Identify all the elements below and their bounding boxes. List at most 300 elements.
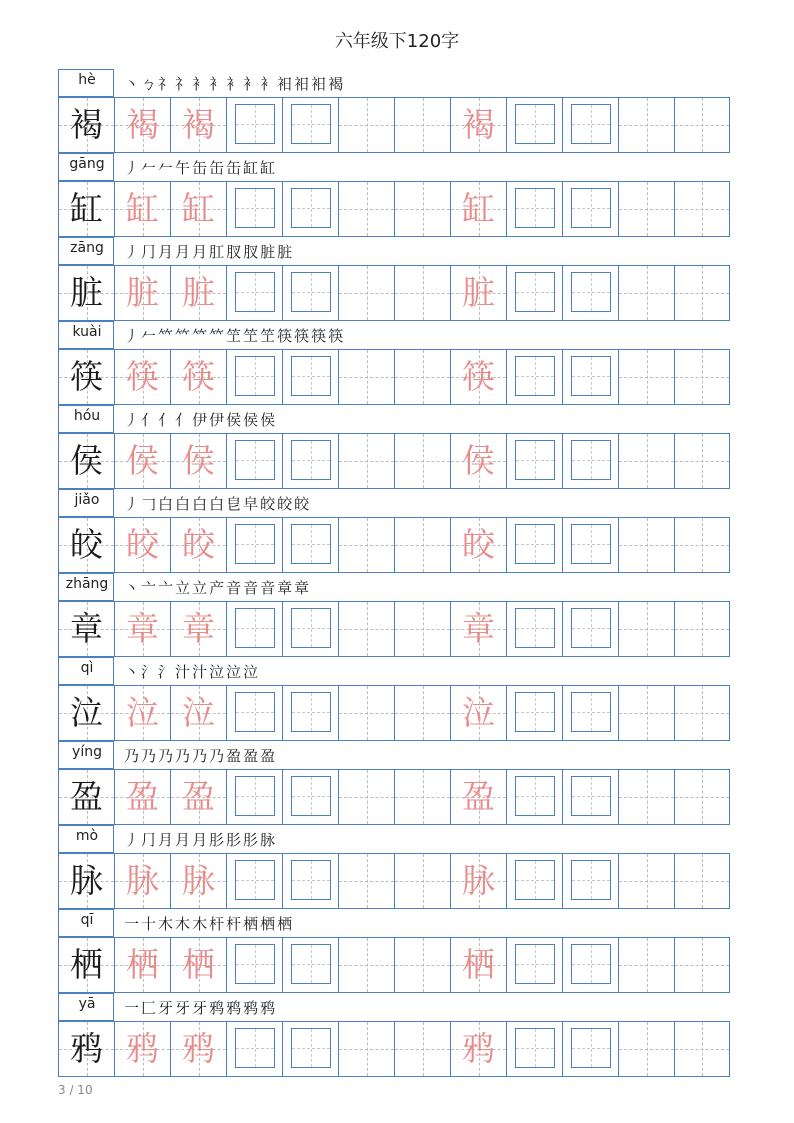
pinyin-text: yíng bbox=[72, 744, 102, 760]
pinyin-row bbox=[58, 237, 730, 265]
character-entry bbox=[58, 69, 730, 153]
writing-grid bbox=[58, 601, 730, 657]
guide-line bbox=[591, 273, 592, 311]
trace-box bbox=[235, 692, 275, 732]
grid-cell bbox=[339, 350, 395, 404]
stroke-step: 午 bbox=[175, 159, 192, 177]
guide-line bbox=[647, 434, 648, 488]
stroke-step: 氵 bbox=[158, 663, 175, 681]
grid-cell bbox=[619, 686, 675, 740]
grid-cell bbox=[59, 1022, 115, 1076]
trace-box bbox=[515, 860, 555, 900]
stroke-step: 一 bbox=[124, 915, 141, 933]
stroke-step: 肛 bbox=[209, 243, 226, 261]
guide-line bbox=[591, 861, 592, 899]
grid-cell bbox=[675, 518, 729, 572]
writing-grid bbox=[58, 937, 730, 993]
pinyin-box bbox=[58, 741, 114, 769]
pinyin-box bbox=[58, 573, 114, 601]
guide-line bbox=[255, 777, 256, 815]
grid-cell bbox=[171, 686, 227, 740]
trace-box bbox=[571, 440, 611, 480]
guide-line bbox=[367, 1022, 368, 1076]
grid-cell bbox=[283, 434, 339, 488]
grid-cell bbox=[283, 182, 339, 236]
grid-cell bbox=[227, 182, 283, 236]
stroke-step: 亻 bbox=[175, 411, 192, 429]
guide-line bbox=[647, 98, 648, 152]
grid-cell bbox=[227, 1022, 283, 1076]
trace-character: 皎 bbox=[182, 525, 215, 564]
grid-cell bbox=[451, 518, 507, 572]
trace-box bbox=[515, 188, 555, 228]
grid-cell bbox=[395, 938, 451, 992]
grid-cell bbox=[507, 98, 563, 152]
guide-line bbox=[367, 182, 368, 236]
grid-cell bbox=[171, 1022, 227, 1076]
grid-cell bbox=[59, 686, 115, 740]
character-entry bbox=[58, 237, 730, 321]
stroke-step: 筷 bbox=[277, 327, 294, 345]
grid-cell bbox=[115, 686, 171, 740]
stroke-step: 衤 bbox=[209, 75, 226, 93]
pinyin-box bbox=[58, 657, 114, 685]
writing-grid bbox=[58, 685, 730, 741]
grid-cell bbox=[675, 1022, 729, 1076]
guide-line bbox=[702, 434, 703, 488]
grid-cell bbox=[395, 854, 451, 908]
stroke-step: 木 bbox=[175, 915, 192, 933]
trace-box bbox=[571, 188, 611, 228]
trace-box bbox=[291, 272, 331, 312]
guide-line bbox=[255, 105, 256, 143]
model-character: 脏 bbox=[70, 273, 103, 312]
trace-box bbox=[291, 524, 331, 564]
trace-character: 侯 bbox=[182, 441, 215, 480]
trace-character: 脉 bbox=[182, 861, 215, 900]
character-entry bbox=[58, 405, 730, 489]
stroke-step: 脉 bbox=[260, 831, 277, 849]
model-character: 侯 bbox=[70, 441, 103, 480]
guide-line bbox=[647, 854, 648, 908]
stroke-step: 立 bbox=[192, 579, 209, 597]
guide-line bbox=[255, 525, 256, 563]
pinyin-row bbox=[58, 69, 730, 97]
trace-character: 侯 bbox=[462, 441, 495, 480]
trace-box bbox=[571, 104, 611, 144]
stroke-order bbox=[124, 661, 260, 685]
guide-line bbox=[255, 357, 256, 395]
grid-cell bbox=[171, 266, 227, 320]
trace-box bbox=[291, 608, 331, 648]
pinyin-row bbox=[58, 825, 730, 853]
grid-cell bbox=[283, 1022, 339, 1076]
grid-cell bbox=[451, 266, 507, 320]
trace-box bbox=[235, 104, 275, 144]
stroke-step: 衵 bbox=[294, 75, 311, 93]
stroke-step: 缶 bbox=[209, 159, 226, 177]
guide-line bbox=[255, 693, 256, 731]
guide-line bbox=[535, 441, 536, 479]
guide-line bbox=[423, 602, 424, 656]
grid-cell bbox=[507, 770, 563, 824]
guide-line bbox=[367, 266, 368, 320]
guide-line bbox=[311, 525, 312, 563]
guide-line bbox=[702, 770, 703, 824]
pinyin-text: hóu bbox=[73, 408, 101, 424]
trace-box bbox=[571, 524, 611, 564]
practice-sheet bbox=[58, 69, 730, 1077]
trace-box bbox=[571, 692, 611, 732]
grid-cell bbox=[59, 854, 115, 908]
stroke-step: 肜 bbox=[226, 831, 243, 849]
pinyin-row bbox=[58, 573, 730, 601]
grid-cell bbox=[339, 854, 395, 908]
grid-cell bbox=[395, 686, 451, 740]
grid-cell bbox=[451, 770, 507, 824]
grid-cell bbox=[619, 518, 675, 572]
grid-cell bbox=[283, 686, 339, 740]
stroke-step: 乃 bbox=[209, 747, 226, 765]
grid-cell bbox=[507, 1022, 563, 1076]
pinyin-box bbox=[58, 69, 114, 97]
guide-line bbox=[647, 602, 648, 656]
stroke-order bbox=[124, 157, 277, 181]
guide-line bbox=[255, 945, 256, 983]
writing-grid bbox=[58, 769, 730, 825]
model-character: 盈 bbox=[70, 777, 103, 816]
grid-cell bbox=[115, 350, 171, 404]
grid-cell bbox=[507, 854, 563, 908]
trace-box bbox=[515, 440, 555, 480]
grid-cell bbox=[339, 770, 395, 824]
stroke-step: 缸 bbox=[243, 159, 260, 177]
grid-cell bbox=[675, 854, 729, 908]
stroke-step: 月 bbox=[158, 831, 175, 849]
pinyin-text: gāng bbox=[69, 156, 105, 172]
stroke-step: 盈 bbox=[243, 747, 260, 765]
stroke-step: 一 bbox=[124, 999, 141, 1017]
stroke-step: 鸦 bbox=[260, 999, 277, 1017]
guide-line bbox=[535, 357, 536, 395]
grid-cell bbox=[395, 434, 451, 488]
grid-cell bbox=[115, 434, 171, 488]
grid-cell bbox=[619, 266, 675, 320]
grid-cell bbox=[563, 182, 619, 236]
stroke-order bbox=[124, 493, 311, 517]
grid-cell bbox=[675, 938, 729, 992]
pinyin-box bbox=[58, 489, 114, 517]
trace-box bbox=[235, 860, 275, 900]
guide-line bbox=[423, 854, 424, 908]
stroke-step: 侯 bbox=[226, 411, 243, 429]
model-character: 泣 bbox=[70, 693, 103, 732]
stroke-step: 𥫗 bbox=[158, 327, 175, 345]
stroke-step: 氵 bbox=[141, 663, 158, 681]
grid-cell bbox=[563, 1022, 619, 1076]
guide-line bbox=[535, 525, 536, 563]
grid-cell bbox=[563, 770, 619, 824]
trace-box bbox=[291, 860, 331, 900]
guide-line bbox=[702, 1022, 703, 1076]
grid-cell bbox=[339, 434, 395, 488]
trace-box bbox=[235, 1028, 275, 1068]
guide-line bbox=[591, 777, 592, 815]
stroke-step: 木 bbox=[192, 915, 209, 933]
trace-box bbox=[235, 608, 275, 648]
pinyin-text: kuài bbox=[72, 324, 102, 340]
grid-cell bbox=[283, 938, 339, 992]
stroke-order bbox=[124, 745, 277, 769]
guide-line bbox=[647, 518, 648, 572]
guide-line bbox=[367, 434, 368, 488]
grid-cell bbox=[675, 350, 729, 404]
stroke-step: 鸦 bbox=[226, 999, 243, 1017]
trace-character: 章 bbox=[182, 609, 215, 648]
guide-line bbox=[311, 861, 312, 899]
grid-cell bbox=[451, 182, 507, 236]
stroke-step: 月 bbox=[192, 831, 209, 849]
grid-cell bbox=[115, 182, 171, 236]
stroke-step: 汁 bbox=[192, 663, 209, 681]
trace-character: 缸 bbox=[126, 189, 159, 228]
guide-line bbox=[702, 854, 703, 908]
character-entry bbox=[58, 741, 730, 825]
stroke-step: 𠃌 bbox=[141, 495, 158, 513]
trace-box bbox=[515, 104, 555, 144]
pinyin-row bbox=[58, 489, 730, 517]
guide-line bbox=[367, 350, 368, 404]
guide-line bbox=[591, 945, 592, 983]
grid-cell bbox=[395, 770, 451, 824]
grid-cell bbox=[507, 686, 563, 740]
stroke-step: 𥫗 bbox=[175, 327, 192, 345]
grid-cell bbox=[227, 854, 283, 908]
stroke-step: 盈 bbox=[260, 747, 277, 765]
stroke-step: 盈 bbox=[226, 747, 243, 765]
stroke-step: 泣 bbox=[226, 663, 243, 681]
grid-cell bbox=[451, 854, 507, 908]
grid-cell bbox=[171, 98, 227, 152]
pinyin-row bbox=[58, 741, 730, 769]
guide-line bbox=[423, 434, 424, 488]
stroke-step: 月 bbox=[192, 243, 209, 261]
pinyin-box bbox=[58, 321, 114, 349]
trace-box bbox=[291, 440, 331, 480]
stroke-order bbox=[124, 997, 277, 1021]
grid-cell bbox=[395, 98, 451, 152]
trace-character: 脏 bbox=[126, 273, 159, 312]
stroke-step: 筷 bbox=[328, 327, 345, 345]
grid-cell bbox=[115, 266, 171, 320]
grid-cell bbox=[675, 182, 729, 236]
guide-line bbox=[702, 602, 703, 656]
grid-cell bbox=[171, 938, 227, 992]
writing-grid bbox=[58, 853, 730, 909]
grid-cell bbox=[227, 266, 283, 320]
model-character: 缸 bbox=[70, 189, 103, 228]
grid-cell bbox=[507, 350, 563, 404]
guide-line bbox=[535, 105, 536, 143]
guide-line bbox=[702, 518, 703, 572]
stroke-step: 丶 bbox=[124, 75, 141, 93]
stroke-step: 缸 bbox=[260, 159, 277, 177]
stroke-step: 匚 bbox=[141, 999, 158, 1017]
stroke-step: 𠂉 bbox=[141, 327, 158, 345]
trace-box bbox=[291, 776, 331, 816]
trace-box bbox=[235, 440, 275, 480]
guide-line bbox=[423, 350, 424, 404]
stroke-step: 缶 bbox=[192, 159, 209, 177]
guide-line bbox=[255, 609, 256, 647]
trace-character: 脏 bbox=[182, 273, 215, 312]
trace-character: 褐 bbox=[126, 105, 159, 144]
stroke-step: 白 bbox=[209, 495, 226, 513]
guide-line bbox=[255, 273, 256, 311]
grid-cell bbox=[563, 686, 619, 740]
guide-line bbox=[535, 861, 536, 899]
guide-line bbox=[367, 854, 368, 908]
guide-line bbox=[702, 686, 703, 740]
stroke-step: 丿 bbox=[124, 411, 141, 429]
stroke-step: 栖 bbox=[243, 915, 260, 933]
grid-cell bbox=[563, 938, 619, 992]
grid-cell bbox=[619, 770, 675, 824]
guide-line bbox=[535, 189, 536, 227]
stroke-step: 𠂉 bbox=[158, 159, 175, 177]
stroke-order bbox=[124, 409, 277, 433]
guide-line bbox=[423, 938, 424, 992]
trace-character: 脏 bbox=[462, 273, 495, 312]
character-entry bbox=[58, 153, 730, 237]
guide-line bbox=[535, 273, 536, 311]
trace-box bbox=[515, 692, 555, 732]
stroke-step: 音 bbox=[243, 579, 260, 597]
stroke-step: 牙 bbox=[158, 999, 175, 1017]
grid-cell bbox=[339, 938, 395, 992]
model-character: 筷 bbox=[70, 357, 103, 396]
grid-cell bbox=[619, 350, 675, 404]
stroke-step: ⺆ bbox=[141, 243, 158, 261]
grid-cell bbox=[395, 350, 451, 404]
stroke-step: 礻 bbox=[158, 75, 175, 93]
trace-box bbox=[291, 356, 331, 396]
trace-box bbox=[571, 776, 611, 816]
grid-cell bbox=[395, 602, 451, 656]
trace-box bbox=[571, 1028, 611, 1068]
writing-grid bbox=[58, 433, 730, 489]
pinyin-row bbox=[58, 405, 730, 433]
model-character: 皎 bbox=[70, 525, 103, 564]
guide-line bbox=[423, 1022, 424, 1076]
grid-cell bbox=[283, 266, 339, 320]
stroke-step: 侯 bbox=[260, 411, 277, 429]
trace-character: 褐 bbox=[182, 105, 215, 144]
pinyin-box bbox=[58, 993, 114, 1021]
grid-cell bbox=[227, 98, 283, 152]
guide-line bbox=[702, 182, 703, 236]
grid-cell bbox=[227, 938, 283, 992]
stroke-step: 丿 bbox=[124, 243, 141, 261]
stroke-step: 鸦 bbox=[209, 999, 226, 1017]
page-number: 3 / 10 bbox=[58, 1083, 93, 1097]
grid-cell bbox=[227, 770, 283, 824]
stroke-step: 衤 bbox=[260, 75, 277, 93]
guide-line bbox=[311, 945, 312, 983]
trace-character: 泣 bbox=[182, 693, 215, 732]
grid-cell bbox=[507, 434, 563, 488]
guide-line bbox=[423, 518, 424, 572]
stroke-step: 牙 bbox=[192, 999, 209, 1017]
pinyin-row bbox=[58, 321, 730, 349]
grid-cell bbox=[507, 602, 563, 656]
grid-cell bbox=[619, 602, 675, 656]
grid-cell bbox=[619, 854, 675, 908]
grid-cell bbox=[339, 602, 395, 656]
grid-cell bbox=[451, 1022, 507, 1076]
trace-character: 皎 bbox=[126, 525, 159, 564]
guide-line bbox=[535, 1029, 536, 1067]
pinyin-text: qì bbox=[80, 660, 94, 676]
grid-cell bbox=[619, 1022, 675, 1076]
grid-cell bbox=[171, 854, 227, 908]
stroke-step: 缶 bbox=[226, 159, 243, 177]
stroke-step: 丿 bbox=[124, 831, 141, 849]
pinyin-row bbox=[58, 657, 730, 685]
stroke-step: 乃 bbox=[141, 747, 158, 765]
stroke-step: 衤 bbox=[192, 75, 209, 93]
pinyin-box bbox=[58, 153, 114, 181]
grid-cell bbox=[563, 350, 619, 404]
page-title: 六年级下120字 bbox=[334, 31, 460, 52]
stroke-order bbox=[124, 913, 294, 937]
stroke-step: 白 bbox=[175, 495, 192, 513]
guide-line bbox=[311, 693, 312, 731]
character-entry bbox=[58, 993, 730, 1077]
stroke-step: 侯 bbox=[243, 411, 260, 429]
guide-line bbox=[591, 609, 592, 647]
grid-cell bbox=[675, 266, 729, 320]
grid-cell bbox=[171, 518, 227, 572]
trace-character: 鸦 bbox=[462, 1029, 495, 1068]
stroke-step: 礻 bbox=[175, 75, 192, 93]
grid-cell bbox=[115, 770, 171, 824]
guide-line bbox=[311, 357, 312, 395]
grid-cell bbox=[59, 602, 115, 656]
pinyin-text: jiǎo bbox=[74, 492, 100, 508]
guide-line bbox=[367, 770, 368, 824]
grid-cell bbox=[59, 770, 115, 824]
trace-box bbox=[515, 356, 555, 396]
stroke-step: 笁 bbox=[260, 327, 277, 345]
pinyin-box bbox=[58, 237, 114, 265]
guide-line bbox=[311, 777, 312, 815]
stroke-order bbox=[124, 73, 345, 97]
grid-cell bbox=[563, 266, 619, 320]
stroke-order bbox=[124, 241, 294, 265]
guide-line bbox=[702, 266, 703, 320]
trace-box bbox=[515, 608, 555, 648]
model-character: 栖 bbox=[70, 945, 103, 984]
grid-cell bbox=[395, 182, 451, 236]
stroke-step: 肜 bbox=[243, 831, 260, 849]
character-entry bbox=[58, 321, 730, 405]
trace-character: 皎 bbox=[462, 525, 495, 564]
stroke-step: ⺆ bbox=[141, 831, 158, 849]
guide-line bbox=[591, 693, 592, 731]
guide-line bbox=[591, 441, 592, 479]
guide-line bbox=[255, 1029, 256, 1067]
